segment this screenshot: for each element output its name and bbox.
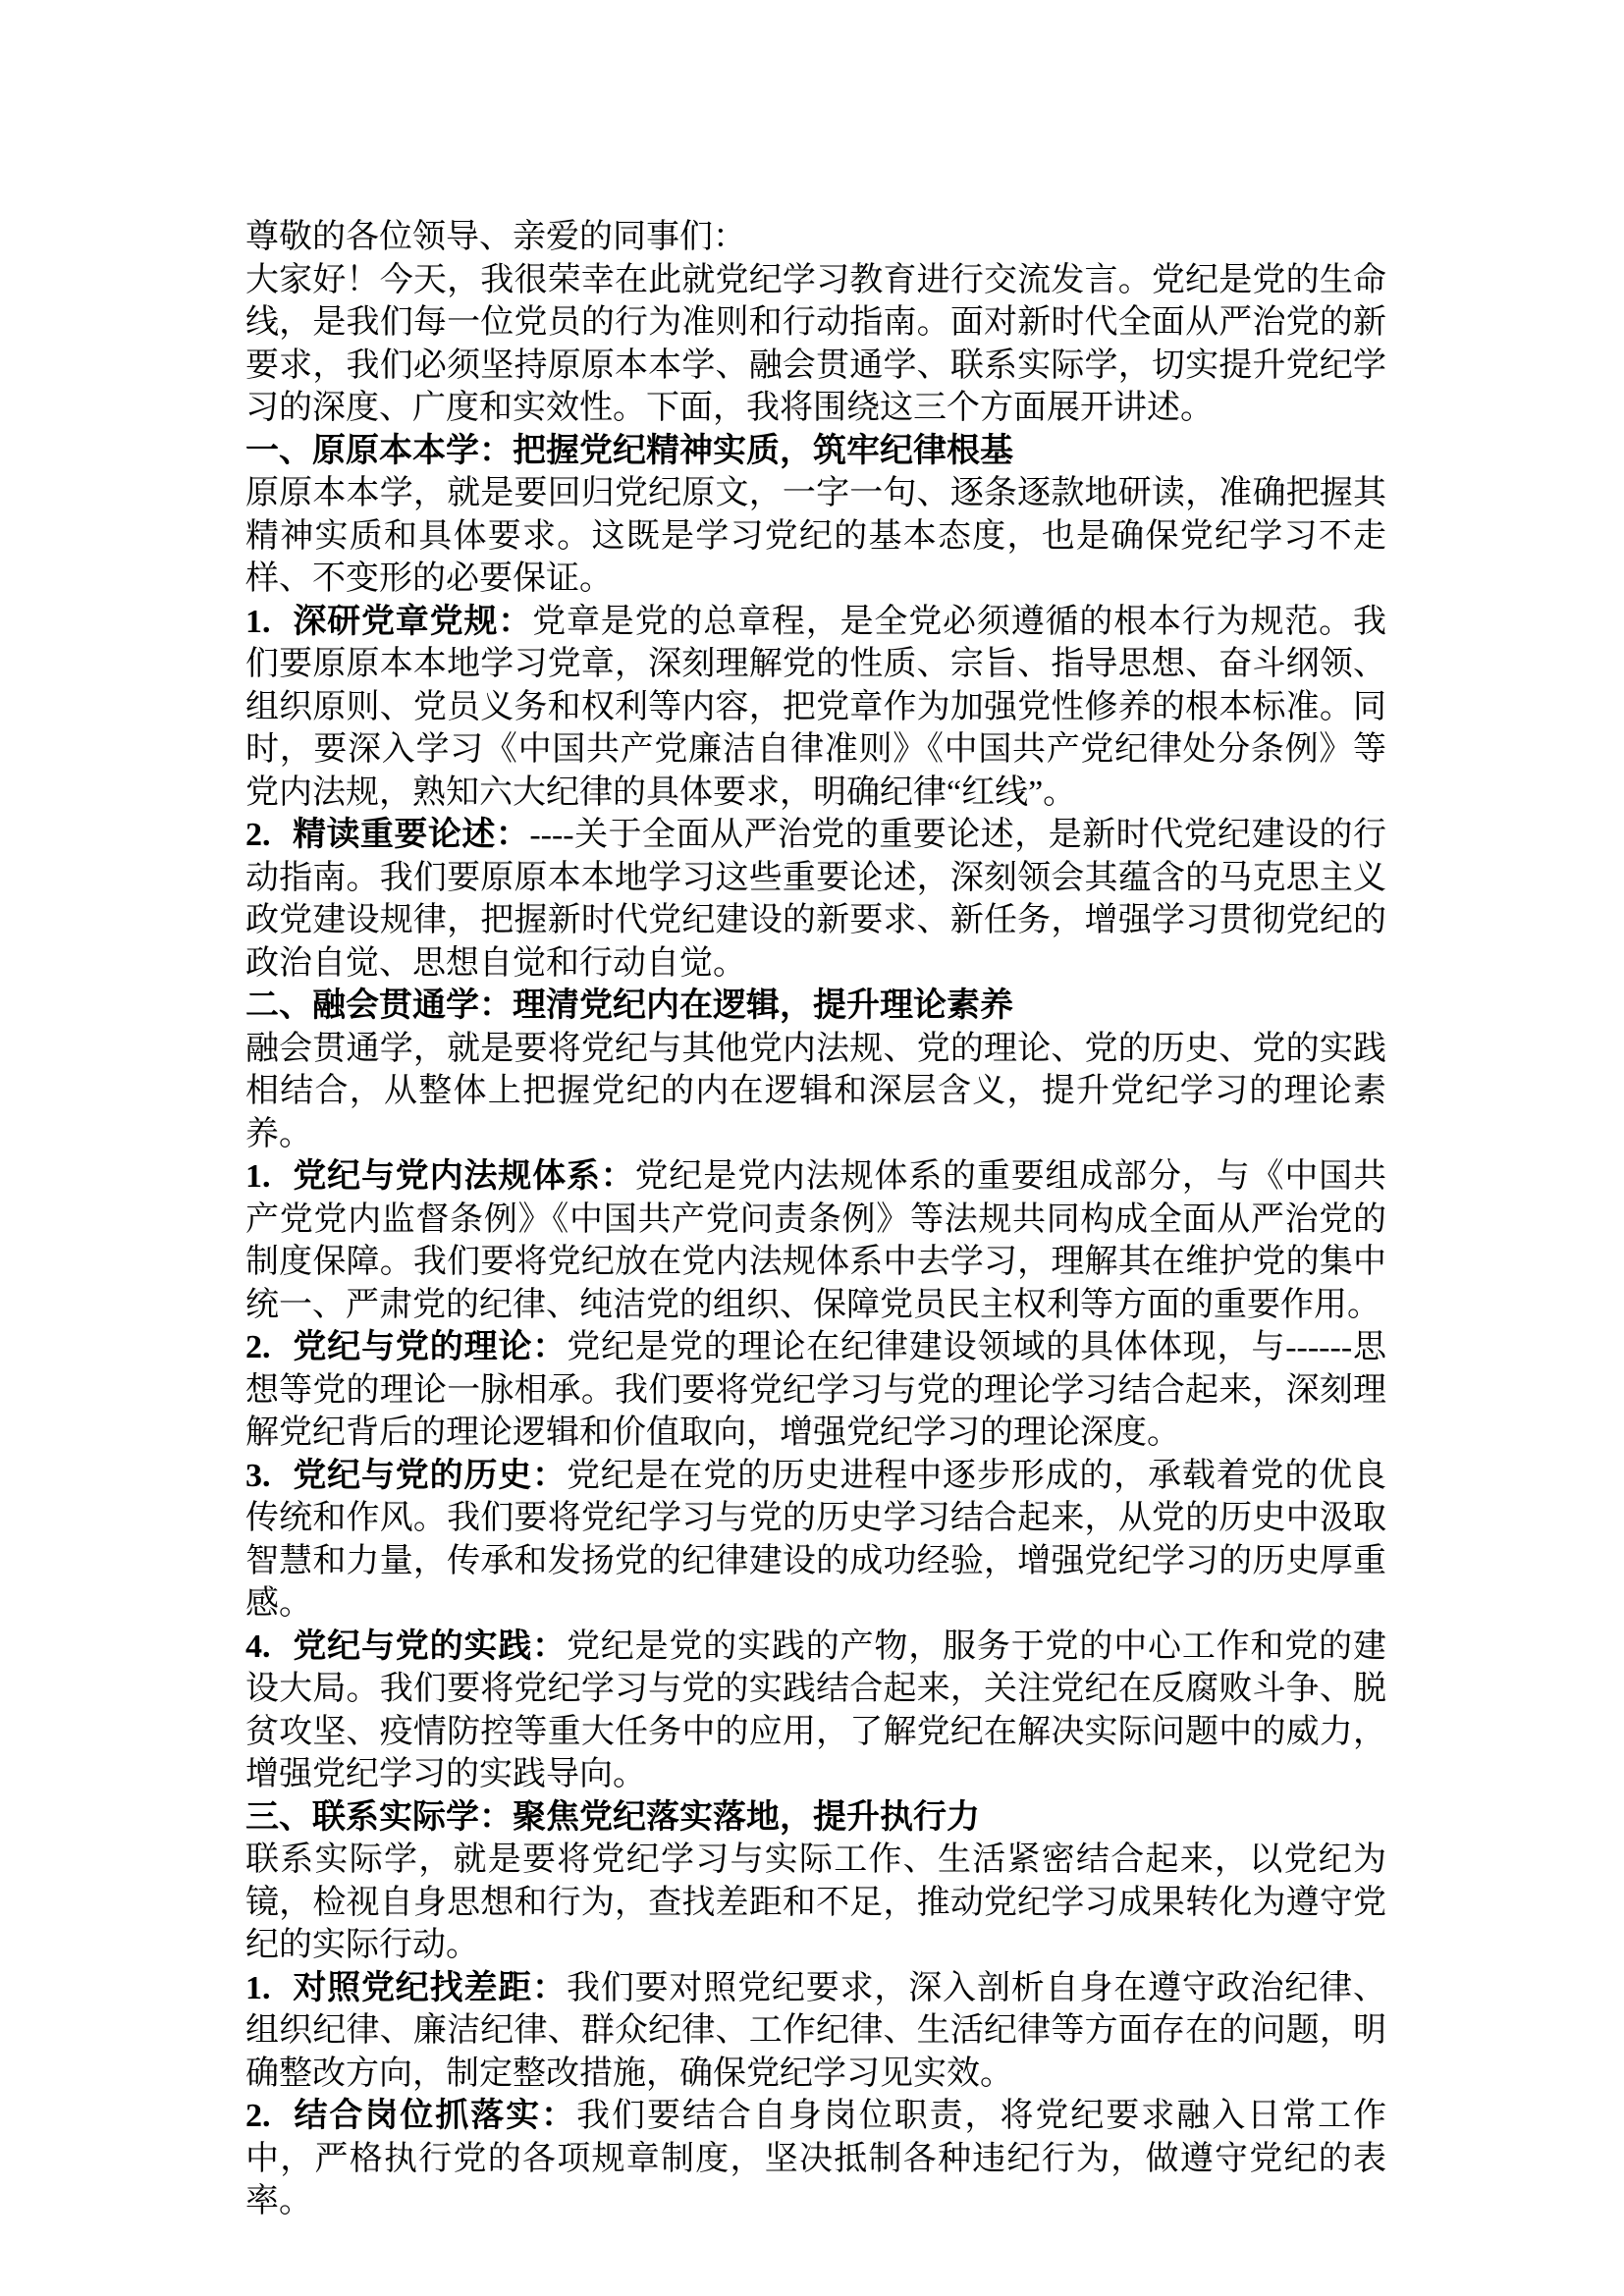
salutation-line: 尊敬的各位领导、亲爱的同事们： (245, 219, 746, 255)
item-number: 2. (245, 817, 271, 853)
section-2-item-1 (245, 1155, 1386, 1326)
item-text: ----关于全面从严治党的重要论述，是新时代党纪建设的行动指南。我们要原原本本地学习这些重要论述，深刻领会其蕴含的马克思主义政党建设规律，把握新时代党纪建设的新要求、新任务，增强学习贯彻党纪的政治自觉、思想自觉和行动自觉。 (245, 817, 1387, 982)
document-body (245, 216, 1386, 2223)
section-2-heading: 二、融会贯通学：理清党纪内在逻辑，提升理论素养 (245, 988, 1013, 1024)
item-number: 4. (245, 1628, 271, 1665)
intro-paragraph: 大家好！今天，我很荣幸在此就党纪学习教育进行交流发言。党纪是党的生命线，是我们每一位党员的行为准则和行动指南。面对新时代全面从严治党的新要求，我们必须坚持原原本本学、融会贯通学、联系实际学，切实提升党纪学习的深度、广度和实效性。下面，我将围绕这三个方面展开讲述。 (245, 261, 1386, 426)
item-text: 党纪是党内法规体系的重要组成部分，与《中国共产党党内监督条例》《中国共产党问责条例》等法规共同构成全面从严治党的制度保障。我们要将党纪放在党内法规体系中去学习，理解其在维护党的集中统一、严肃党的纪律、纯洁党的组织、保障党员民主权利等方面的重要作用。 (245, 1158, 1386, 1323)
section-2-intro: 融会贯通学，就是要将党纪与其他党内法规、党的理论、党的历史、党的实践相结合，从整体上把握党纪的内在逻辑和深层含义，提升党纪学习的理论素养。 (245, 1030, 1386, 1152)
item-text: 我们要对照党纪要求，深入剖析自身在遵守政治纪律、组织纪律、廉洁纪律、群众纪律、工作纪律、生活纪律等方面存在的问题，明确整改方向，制定整改措施，确保党纪学习见实效。 (245, 1969, 1386, 2092)
item-number: 2. (245, 2098, 271, 2134)
section-2-item-4 (245, 1626, 1386, 1796)
item-number: 3. (245, 1457, 271, 1494)
item-number: 2. (245, 1329, 271, 1365)
section-3-heading: 三、联系实际学：聚焦党纪落实落地，提升执行力 (245, 1798, 980, 1836)
section-3-intro: 联系实际学，就是要将党纪学习与实际工作、生活紧密结合起来，以党纪为镜，检视自身思想和行为，查找差距和不足，推动党纪学习成果转化为遵守党纪的实际行动。 (245, 1842, 1386, 1963)
section-3-item-2 (245, 2095, 1386, 2223)
item-term: 结合岗位抓落实： (292, 2098, 577, 2134)
item-number: 1. (245, 1158, 271, 1195)
item-text: 党纪是党的理论在纪律建设领域的具体体现，与------思想等党的理论一脉相承。我们要将党纪学习与党的理论学习结合起来，深刻理解党纪背后的理论逻辑和价值取向，增强党纪学习的理论深度。 (245, 1329, 1387, 1451)
item-term: 精读重要论述： (292, 817, 530, 853)
section-1-intro: 原原本本学，就是要回归党纪原文，一字一句、逐条逐款地研读，准确把握其精神实质和具体要求。这既是学习党纪的基本态度，也是确保党纪学习不走样、不变形的必要保证。 (245, 475, 1386, 597)
section-1-heading: 一、原原本本学：把握党纪精神实质，筑牢纪律根基 (245, 432, 1013, 469)
item-term: 深研党章党规： (292, 603, 533, 640)
section-2-item-2 (245, 1326, 1386, 1455)
item-term: 党纪与党的实践： (292, 1628, 567, 1665)
item-text: 党纪是党的实践的产物，服务于党的中心工作和党的建设大局。我们要将党纪学习与党的实践结合起来，关注党纪在反腐败斗争、脱贫攻坚、疫情防控等重大任务中的应用，了解党纪在解决实际问题中的威力，增强党纪学习的实践导向。 (245, 1628, 1386, 1792)
item-number: 1. (245, 603, 271, 640)
item-term: 党纪与党的理论： (292, 1329, 568, 1365)
item-term: 党纪与党的历史： (292, 1457, 567, 1494)
item-term: 党纪与党内法规体系： (292, 1158, 635, 1195)
item-text: 党章是党的总章程，是全党必须遵循的根本行为规范。我们要原原本本地学习党章，深刻理解党的性质、宗旨、指导思想、奋斗纲领、组织原则、党员义务和权利等内容，把党章作为加强党性修养的根本标准。同时，要深入学习《中国共产党廉洁自律准则》《中国共产党纪律处分条例》等党内法规，熟知六大纪律的具体要求，明确纪律“红线”。 (245, 603, 1386, 811)
section-1-item-2 (245, 814, 1386, 985)
section-2-item-3 (245, 1455, 1386, 1626)
section-3-item-1 (245, 1967, 1386, 2096)
section-1-item-1 (245, 601, 1386, 815)
item-number: 1. (245, 1969, 271, 2006)
item-term: 对照党纪找差距： (292, 1969, 567, 2006)
item-text: 党纪是在党的历史进程中逐步形成的，承载着党的优良传统和作风。我们要将党纪学习与党的历史学习结合起来，从党的历史中汲取智慧和力量，传承和发扬党的纪律建设的成功经验，增强党纪学习的历史厚重感。 (245, 1457, 1386, 1622)
item-text: 我们要结合自身岗位职责，将党纪要求融入日常工作中，严格执行党的各项规章制度，坚决抵制各种违纪行为，做遵守党纪的表率。 (245, 2098, 1387, 2219)
